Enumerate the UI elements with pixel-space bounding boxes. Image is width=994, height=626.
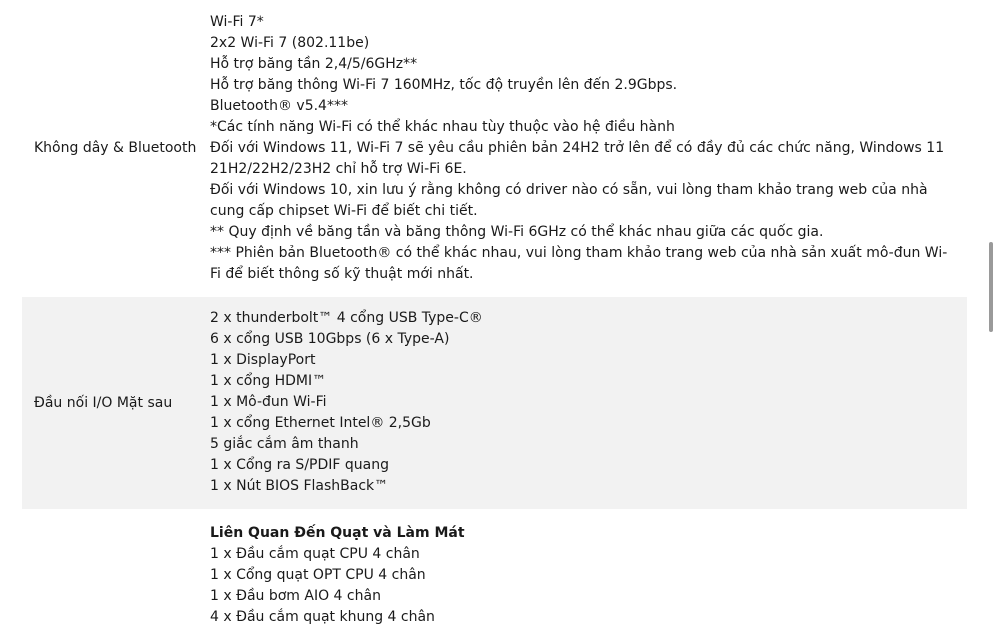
spec-line: 2x2 Wi-Fi 7 (802.11be) — [210, 35, 370, 51]
spec-label-rear-io: Đầu nối I/O Mặt sau — [34, 394, 173, 411]
spec-line: Wi-Fi 7* — [210, 14, 264, 30]
spec-line: 6 x cổng USB 10Gbps (6 x Type-A) — [210, 331, 450, 347]
spec-line: 2 x thunderbolt™ 4 cổng USB Type-C® — [210, 310, 483, 326]
spec-line: 1 x DisplayPort — [210, 352, 316, 368]
spec-row-rear-io — [22, 297, 967, 509]
spec-line: 1 x Mô-đun Wi-Fi — [210, 394, 327, 410]
spec-line: ** Quy định về băng tần và băng thông Wi-Fi 6GHz có thể khác nhau giữa các quốc gia. — [210, 224, 824, 240]
spec-label-wireless-bluetooth: Không dây & Bluetooth — [34, 140, 197, 156]
spec-line: Hỗ trợ băng thông Wi-Fi 7 160MHz, tốc độ truyền lên đến 2.9Gbps. — [210, 77, 678, 93]
scrollbar[interactable] — [988, 0, 994, 626]
scrollbar-thumb[interactable] — [989, 242, 993, 332]
spec-line: Đối với Windows 10, xin lưu ý rằng không có driver nào có sẵn, vui lòng tham khảo trang web của nhà cung cấp chipset Wi-Fi để biết chi tiết. — [210, 182, 928, 219]
spec-line: 1 x Cổng ra S/PDIF quang — [210, 457, 389, 473]
spec-line: 1 x Đầu cắm quạt CPU 4 chân — [210, 546, 420, 562]
spec-line: *** Phiên bản Bluetooth® có thể khác nhau, vui lòng tham khảo trang web của nhà sản xuất mô-đun Wi-Fi để biết thông số kỹ thuật mới nhất. — [210, 245, 948, 282]
spec-subheading: Liên Quan Đến Quạt và Làm Mát — [210, 525, 465, 541]
spec-label-fan-cooling — [22, 509, 210, 626]
spec-value-rear-io — [210, 297, 967, 509]
spec-table — [22, 0, 967, 626]
spec-line: Bluetooth® v5.4*** — [210, 98, 348, 114]
spec-line: 1 x Nút BIOS FlashBack™ — [210, 478, 389, 494]
spec-line: 5 giắc cắm âm thanh — [210, 436, 359, 452]
spec-line: 1 x cổng HDMI™ — [210, 373, 327, 389]
spec-value-wireless-bluetooth — [210, 0, 967, 297]
spec-line: 1 x Cổng quạt OPT CPU 4 chân — [210, 567, 426, 583]
spec-line: 1 x cổng Ethernet Intel® 2,5Gb — [210, 415, 431, 431]
spec-line: Đối với Windows 11, Wi-Fi 7 sẽ yêu cầu phiên bản 24H2 trở lên để có đầy đủ các chức năng, Windows 11 21H2/22H2/23H2 chỉ hỗ trợ Wi-Fi 6E. — [210, 140, 945, 177]
spec-row-fan-cooling — [22, 509, 967, 626]
spec-line: 1 x Đầu bơm AIO 4 chân — [210, 588, 381, 604]
spec-line: Hỗ trợ băng tần 2,4/5/6GHz** — [210, 56, 418, 72]
spec-value-fan-cooling — [210, 509, 967, 626]
spec-line: *Các tính năng Wi-Fi có thể khác nhau tùy thuộc vào hệ điều hành — [210, 119, 675, 135]
spec-line: 4 x Đầu cắm quạt khung 4 chân — [210, 609, 435, 625]
spec-row-wireless-bluetooth — [22, 0, 967, 297]
